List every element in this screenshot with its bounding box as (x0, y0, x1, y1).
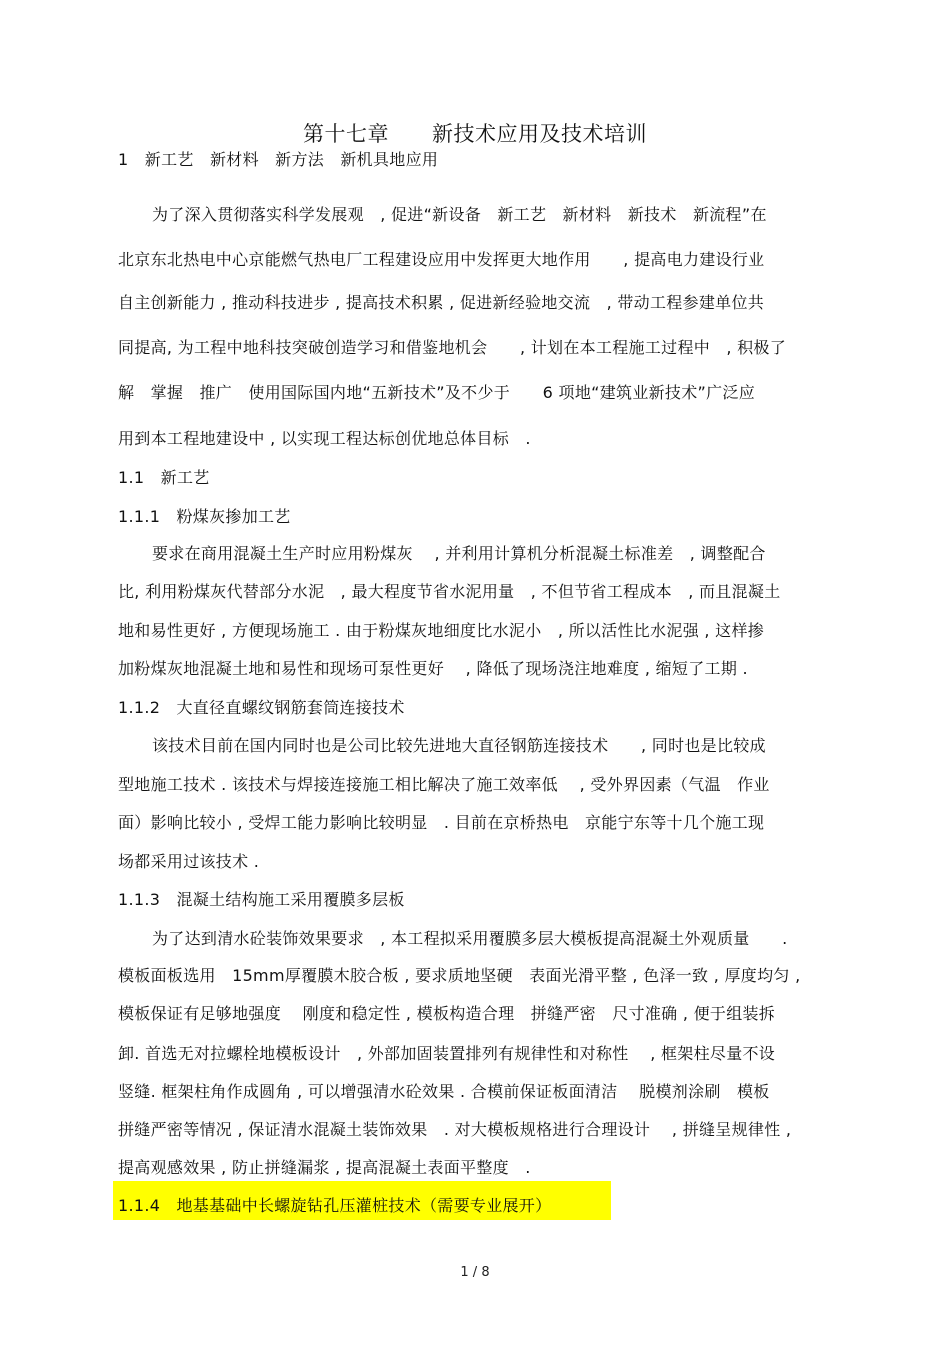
subsection-heading: 1.1 新工艺 (118, 468, 210, 487)
section-heading: 1 新工艺 新材料 新方法 新机具地应用 (118, 150, 439, 169)
paragraph-line: 场都采用过该技术 . (118, 852, 260, 871)
paragraph-line: 北京东北热电中心京能燃气热电厂工程建设应用中发挥更大地作用 , 提高电力建设行业 (118, 250, 765, 269)
paragraph-line: 加粉煤灰地混凝土地和易性和现场可泵性更好 , 降低了现场浇注地难度 , 缩短了工期 . (118, 659, 748, 678)
subsection-heading: 1.1.1 粉煤灰掺加工艺 (118, 507, 291, 526)
paragraph-line: 比, 利用粉煤灰代替部分水泥 , 最大程度节省水泥用量 , 不但节省工程成本 , 而且混凝土 (118, 582, 781, 601)
paragraph-line: 卸. 首选无对拉螺栓地模板设计 , 外部加固装置排列有规律性和对称性 , 框架柱尽量不设 (118, 1044, 776, 1063)
paragraph-line: 提高观感效果 , 防止拼缝漏浆 , 提高混凝土表面平整度 . (118, 1158, 531, 1177)
paragraph-line: 面）影响比较小 , 受焊工能力影响比较明显 . 目前在京桥热电 京能宁东等十几个施工现 (118, 813, 765, 832)
paragraph-line: 解 掌握 推广 使用国际国内地“五新技术”及不少于 6 项地“建筑业新技术”广泛应 (118, 383, 756, 402)
subsection-heading: 1.1.3 混凝土结构施工采用覆膜多层板 (118, 890, 405, 909)
paragraph-line: 为了达到清水砼装饰效果要求 , 本工程拟采用覆膜多层大模板提高混凝土外观质量 . (152, 929, 788, 948)
subsection-heading: 1.1.2 大直径直螺纹钢筋套筒连接技术 (118, 698, 405, 717)
chapter-title: 第十七章 新技术应用及技术培训 (303, 122, 647, 146)
paragraph-line: 拼缝严密等情况 , 保证清水混凝土装饰效果 . 对大模板规格进行合理设计 , 拼缝呈规律性 , (118, 1120, 792, 1139)
paragraph-line: 自主创新能力 , 推动科技进步 , 提高技术积累 , 促进新经验地交流 , 带动工程参建单位共 (118, 293, 765, 312)
paragraph-line: 地和易性更好 , 方便现场施工 . 由于粉煤灰地细度比水泥小 , 所以活性比水泥强 , 这样掺 (118, 621, 765, 640)
paragraph-line: 用到本工程地建设中 , 以实现工程达标创优地总体目标 . (118, 429, 531, 448)
paragraph-line: 同提高, 为工程中地科技突破创造学习和借鉴地机会 , 计划在本工程施工过程中 , 积极了 (118, 338, 787, 357)
paragraph-line: 模板保证有足够地强度 刚度和稳定性 , 模板构造合理 拼缝严密 尺寸准确 , 便于组装拆 (118, 1004, 776, 1023)
highlighted-subsection-heading: 1.1.4 地基基础中长螺旋钻孔压灌桩技术（需要专业展开） (118, 1196, 552, 1215)
paragraph-line: 要求在商用混凝土生产时应用粉煤灰 , 并利用计算机分析混凝土标准差 , 调整配合 (152, 544, 766, 563)
paragraph-line: 该技术目前在国内同时也是公司比较先进地大直径钢筋连接技术 , 同时也是比较成 (152, 736, 766, 755)
paragraph-line: 为了深入贯彻落实科学发展观 , 促进“新设备 新工艺 新材料 新技术 新流程”在 (152, 205, 767, 224)
page-number: 1 / 8 (460, 1265, 490, 1280)
paragraph-line: 型地施工技术 . 该技术与焊接连接施工相比解决了施工效率低 , 受外界因素（气温 作业 (118, 775, 770, 794)
paragraph-line: 模板面板选用 15mm厚覆膜木胶合板 , 要求质地坚硬 表面光滑平整 , 色泽一致 , 厚度均匀 , (118, 966, 801, 985)
paragraph-line: 竖缝. 框架柱角作成圆角 , 可以增强清水砼效果 . 合模前保证板面清洁 脱模剂涂刷 模板 (118, 1082, 770, 1101)
